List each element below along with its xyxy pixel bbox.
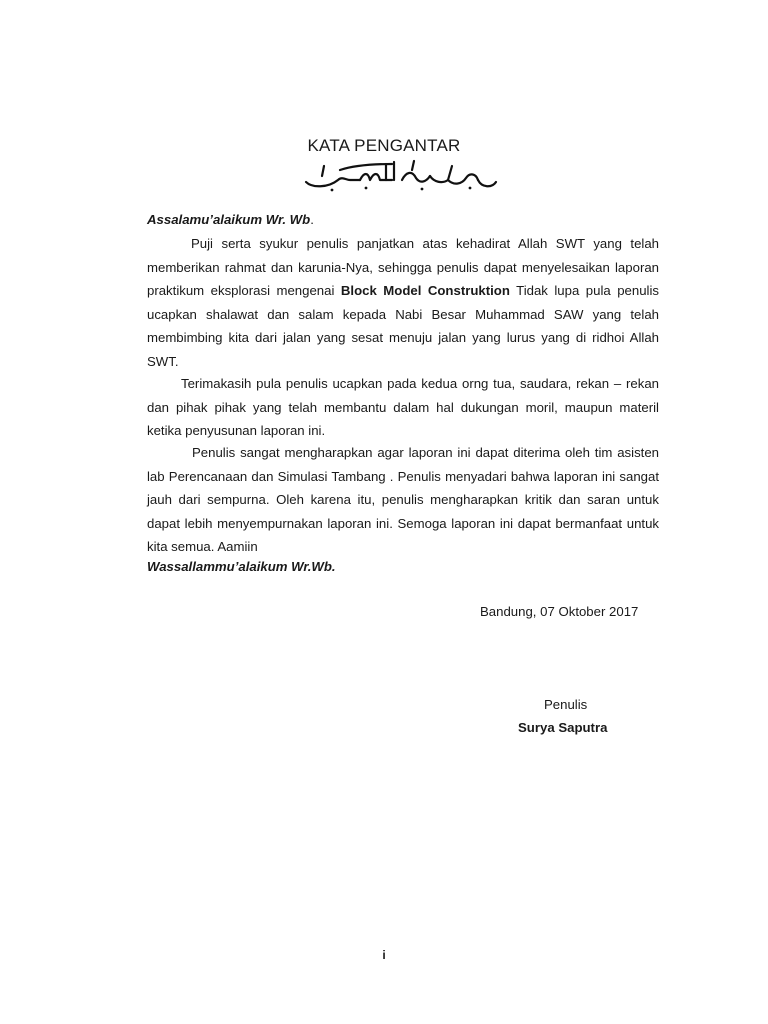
place-date: Bandung, 07 Oktober 2017	[480, 604, 639, 619]
signature-name: Surya Saputra	[518, 720, 608, 735]
paragraph-gratitude: Puji serta syukur penulis panjatkan atas kehadirat Allah SWT yang telah memberikan rahmat dan karunia-Nya, sehingga penulis dapat menyelesaikan laporan praktikum eksplorasi mengenai Block Model Construktion Tidak lupa pula penulis ucapkan shalawat dan salam kepada Nabi Besar Muhammad SAW yang telah membimbing kita dari jalan yang sesat menuju jalan yang lurus yang di ridhoi Allah SWT.	[147, 236, 659, 369]
opening-greeting: Assalamu’alaikum Wr. Wb.	[147, 212, 314, 227]
closing-greeting: Wassallammu’alaikum Wr.Wb.	[147, 559, 336, 574]
basmalah-calligraphy-icon	[302, 158, 498, 194]
signature-label: Penulis	[544, 697, 588, 712]
page-number: i	[382, 948, 386, 962]
paragraph-hope: Penulis sangat mengharapkan agar laporan ini dapat diterima oleh tim asisten lab Perencanaan dan Simulasi Tambang . Penulis menyadari bahwa laporan ini sangat jauh dari sempurna. Oleh karena itu, penulis mengharapkan kritik dan saran untuk dapat lebih menyempurnakan laporan ini. Semoga laporan ini dapat bermanfaat untuk kita semua. Aamiin	[147, 445, 659, 554]
page-title: KATA PENGANTAR	[307, 136, 461, 155]
paragraph-thanks: Terimakasih pula penulis ucapkan pada kedua orng tua, saudara, rekan – rekan dan pihak pihak yang telah membantu dalam hal dukungan moril, maupun materil ketika penyusunan laporan ini.	[147, 376, 659, 438]
bold-term: Block Model Construktion	[340, 283, 510, 298]
